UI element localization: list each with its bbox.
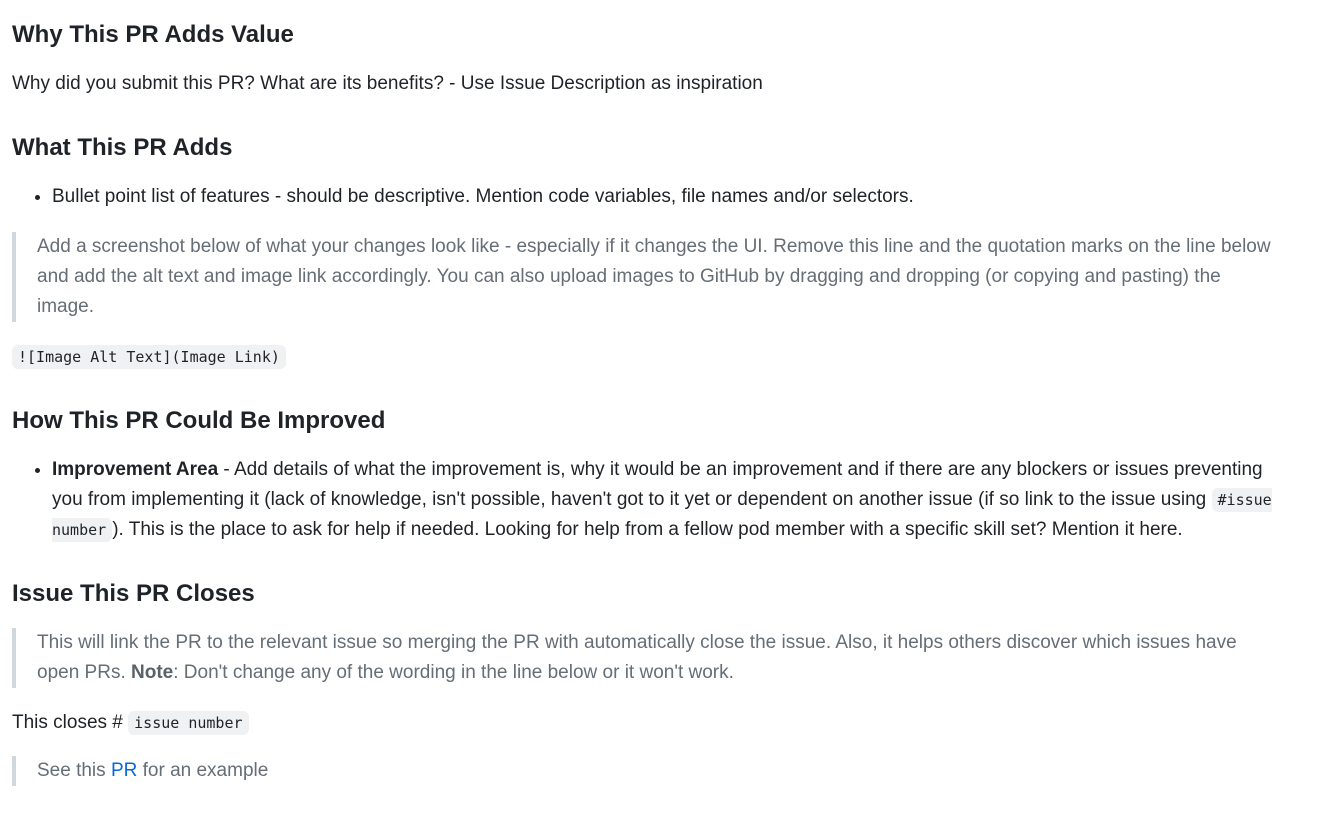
blockquote-issue (12, 628, 1277, 688)
blockquote-example (12, 756, 1277, 786)
issue-quote-text-1: This will link the PR to the relevant issue so merging the PR with automatically close the issue. Also, it helps others discover which issues have open PRs. (37, 632, 1237, 683)
improvement-text-1: - Add details of what the improvement is, why it would be an improvement and if there are any blockers or issues preventing you from implementing it (lack of knowledge, isn't possible, haven't got to it yet or dependent on another issue (if so link to the issue using (52, 459, 1263, 510)
heading-how: How This PR Could Be Improved (12, 407, 386, 434)
heading-issue: Issue This PR Closes (12, 580, 255, 607)
list-item (52, 455, 1277, 545)
issue-quote-text-2: : Don't change any of the wording in the line below or it won't work. (173, 662, 734, 683)
bold-note: Note (131, 662, 174, 683)
inline-code-closes-issue: issue number (128, 711, 248, 735)
bold-improvement-area: Improvement Area (52, 459, 219, 480)
inline-code-image: ![Image Alt Text](Image Link) (12, 345, 286, 369)
paragraph-image-code (12, 342, 1277, 372)
improvement-text-2: ). This is the place to ask for help if needed. Looking for help from a fellow pod member with a specific skill set? Mention it here. (112, 519, 1183, 540)
inline-code-issue-number: #issue number (52, 488, 1272, 542)
closes-text: This closes # (12, 712, 129, 733)
example-text-post: for an example (137, 760, 269, 781)
heading-what: What This PR Adds (12, 134, 233, 161)
pr-link[interactable]: PR (110, 760, 138, 781)
paragraph-closes (12, 708, 1277, 738)
paragraph-why: Why did you submit this PR? What are its benefits? - Use Issue Description as inspiration (12, 73, 763, 94)
markdown-body (0, 20, 1337, 786)
list-how (12, 455, 1277, 545)
list-what (12, 182, 1277, 212)
blockquote-screenshot: Add a screenshot below of what your changes look like - especially if it changes the UI. Remove this line and the quotation marks on the line below and add the alt text and image link accordingly. You can also upload images to GitHub by dragging and dropping (or copying and pasting) the image. (12, 232, 1277, 322)
heading-why: Why This PR Adds Value (12, 21, 294, 48)
example-text-pre: See this (37, 760, 111, 781)
list-item: • Bullet point list of features - should be descriptive. Mention code variables, file names and/or selectors. (52, 182, 1277, 212)
